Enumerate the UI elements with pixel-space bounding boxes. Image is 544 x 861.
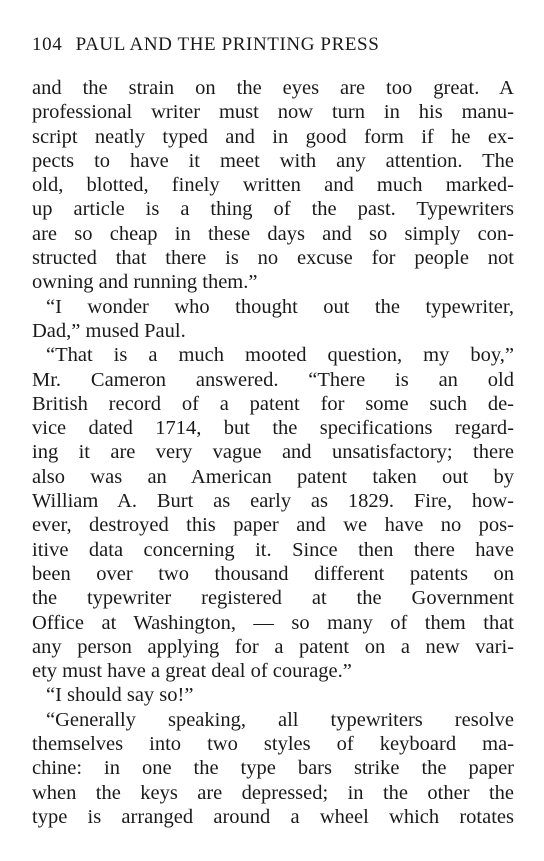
- text-line: itive data concerning it. Since then there have: [32, 538, 514, 561]
- text-line: structed that there is no excuse for people not: [32, 247, 514, 270]
- text-line: any person applying for a patent on a new vari-: [32, 635, 514, 658]
- text-line: and the strain on the eyes are too great. A: [32, 77, 514, 99]
- page-number: 104: [32, 34, 63, 55]
- running-head: [32, 32, 512, 58]
- text-line: been over two thousand different patents on: [32, 562, 514, 585]
- text-line: up article is a thing of the past. Typewriters: [32, 198, 514, 221]
- text-line: chine: in one the type bars strike the paper: [32, 757, 514, 780]
- text-line: Mr. Cameron answered. “There is an old: [32, 368, 514, 391]
- text-line: “That is a much mooted question, my boy,”: [46, 344, 514, 367]
- text-line: type is arranged around a wheel which rotates: [32, 805, 514, 828]
- text-line: William A. Burt as early as 1829. Fire, how-: [32, 490, 514, 513]
- running-title: PAUL AND THE PRINTING PRESS: [75, 34, 380, 55]
- text-line: “Generally speaking, all typewriters resolve: [46, 708, 514, 731]
- text-line: “I wonder who thought out the typewriter,: [46, 295, 514, 318]
- text-line: when the keys are depressed; in the other the: [32, 781, 514, 804]
- text-line: pects to have it meet with any attention. The: [32, 149, 514, 172]
- text-line: “I should say so!”: [46, 684, 194, 707]
- text-line: the typewriter registered at the Government: [32, 587, 514, 610]
- text-line: Office at Washington, — so many of them that: [32, 611, 514, 634]
- text-line: owning and running them.”: [32, 271, 258, 294]
- text-line: professional writer must now turn in his manu-: [32, 101, 514, 124]
- text-line: Dad,” mused Paul.: [32, 319, 186, 342]
- text-line: ever, destroyed this paper and we have no pos-: [32, 514, 514, 537]
- text-line: script neatly typed and in good form if he ex-: [32, 125, 514, 148]
- text-line: themselves into two styles of keyboard ma-: [32, 733, 514, 756]
- text-line: ing it are very vague and unsatisfactory; there: [32, 441, 514, 464]
- body-text: [32, 76, 514, 829]
- text-line: ety must have a great deal of courage.”: [32, 660, 352, 683]
- text-line: vice dated 1714, but the specifications regard-: [32, 417, 514, 440]
- text-line: are so cheap in these days and so simply con-: [32, 222, 514, 245]
- text-line: also was an American patent taken out by: [32, 465, 514, 488]
- text-line: British record of a patent for some such de-: [32, 392, 514, 415]
- text-line: old, blotted, finely written and much marked-: [32, 174, 514, 197]
